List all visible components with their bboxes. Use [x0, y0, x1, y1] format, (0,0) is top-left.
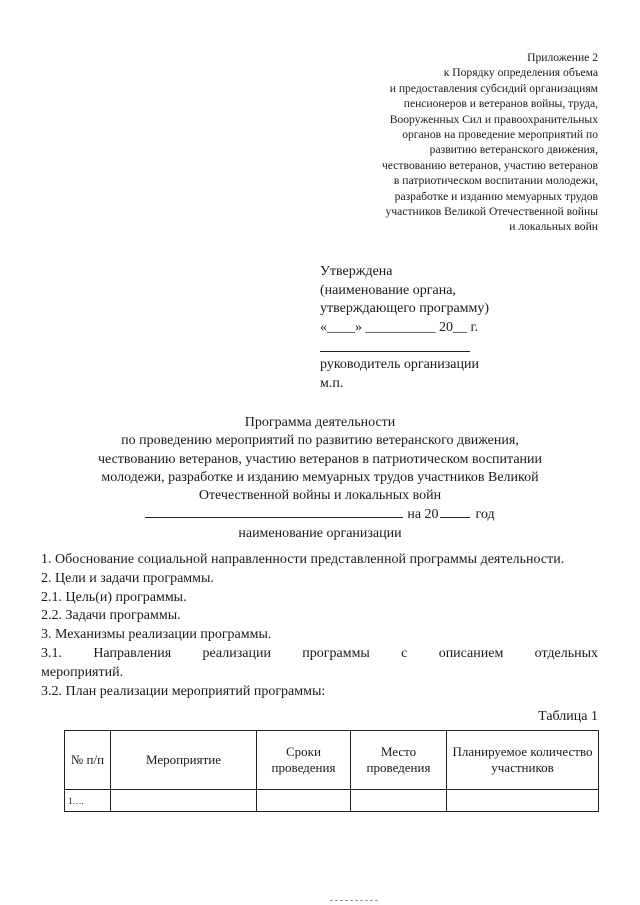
table-row: [65, 790, 599, 812]
table-cell: [351, 790, 447, 812]
title-line: по проведению мероприятий по развитию ветеранского движения,: [121, 433, 519, 449]
section-3-1-word: с: [401, 645, 408, 661]
appendix-header: [298, 50, 598, 235]
section-2: 2. Цели и задачи программы.: [41, 570, 214, 586]
activity-plan-table: [64, 730, 599, 812]
appendix-line: и локальных войн: [509, 220, 598, 234]
section-3-2: 3.2. План реализации мероприятий программы:: [41, 683, 326, 699]
table-cell: [111, 790, 257, 812]
section-3-1-end: мероприятий.: [41, 664, 124, 680]
appendix-line: в патриотическом воспитании молодежи,: [393, 174, 598, 188]
approval-heading: Утверждена: [320, 264, 393, 279]
section-3-1-word: 3.1.: [41, 645, 62, 661]
appendix-line: чествованию ветеранов, участию ветеранов: [381, 158, 598, 172]
header-location: Место проведения: [351, 731, 447, 790]
organization-caption: наименование организации: [238, 525, 402, 541]
section-2-2: 2.2. Задачи программы.: [41, 608, 181, 624]
header-number: № п/п: [65, 731, 111, 790]
section-3-1-word: Направления: [93, 645, 172, 661]
head-of-organization-label: руководитель организации: [320, 357, 479, 372]
signature-line: [320, 337, 470, 352]
approval-authority: (наименование органа,: [320, 282, 456, 298]
title-line: Программа деятельности: [244, 415, 396, 430]
year-blank: [440, 505, 470, 518]
appendix-line: участников Великой Отечественной войны: [385, 205, 598, 219]
table-header-row: [65, 731, 599, 790]
appendix-line: органов на проведение мероприятий по: [402, 128, 598, 142]
section-2-1: 2.1. Цель(и) программы.: [41, 589, 187, 605]
table-caption: Таблица 1: [538, 709, 598, 724]
section-3-1: [41, 645, 598, 664]
section-3: 3. Механизмы реализации программы.: [41, 627, 272, 643]
section-3-1-word: реализации: [202, 645, 271, 661]
year-suffix: год: [475, 507, 495, 523]
header-activity: Мероприятие: [111, 731, 257, 790]
appendix-line: и предоставления субсидий организациям: [389, 81, 598, 95]
program-title: [40, 414, 600, 543]
table-cell: [257, 790, 351, 812]
title-line: молодежи, разработке и изданию мемуарных трудов участников Великой: [101, 469, 539, 485]
section-3-1-word: описанием: [438, 645, 504, 661]
stamp-label: м.п.: [320, 375, 344, 391]
section-3-1-word: программы: [302, 645, 370, 661]
appendix-line: пенсионеров и ветеранов войны, труда,: [403, 97, 598, 111]
header-participants: Планируемое количество участников: [447, 731, 599, 790]
section-3-1-word: отдельных: [534, 645, 598, 661]
appendix-line: разработке и изданию мемуарных трудов: [394, 189, 598, 203]
scan-mark: [330, 900, 378, 901]
table-cell: [447, 790, 599, 812]
table-cell: 1….: [65, 790, 111, 812]
approval-date: «____» __________ 20__ г.: [320, 319, 479, 335]
section-1: 1. Обоснование социальной направленности представленной программы деятельности.: [41, 552, 565, 567]
appendix-line: Вооруженных Сил и правоохранительных: [389, 112, 598, 126]
appendix-line: Приложение 2: [527, 51, 598, 64]
organization-blank: [145, 505, 403, 518]
approval-authority-cont: утверждающего программу): [320, 301, 490, 316]
appendix-line: к Порядку определения объема: [443, 66, 598, 80]
appendix-line: развитию ветеранского движения,: [429, 143, 598, 157]
title-line: Отечественной войны и локальных войн: [198, 488, 442, 504]
year-prefix: на 20: [407, 507, 439, 523]
program-sections: [41, 551, 598, 701]
header-dates: Сроки проведения: [257, 731, 351, 790]
title-line: чествованию ветеранов, участию ветеранов в патриотическом воспитании: [97, 451, 543, 467]
year-line: [40, 505, 600, 524]
approval-block: [320, 263, 610, 393]
